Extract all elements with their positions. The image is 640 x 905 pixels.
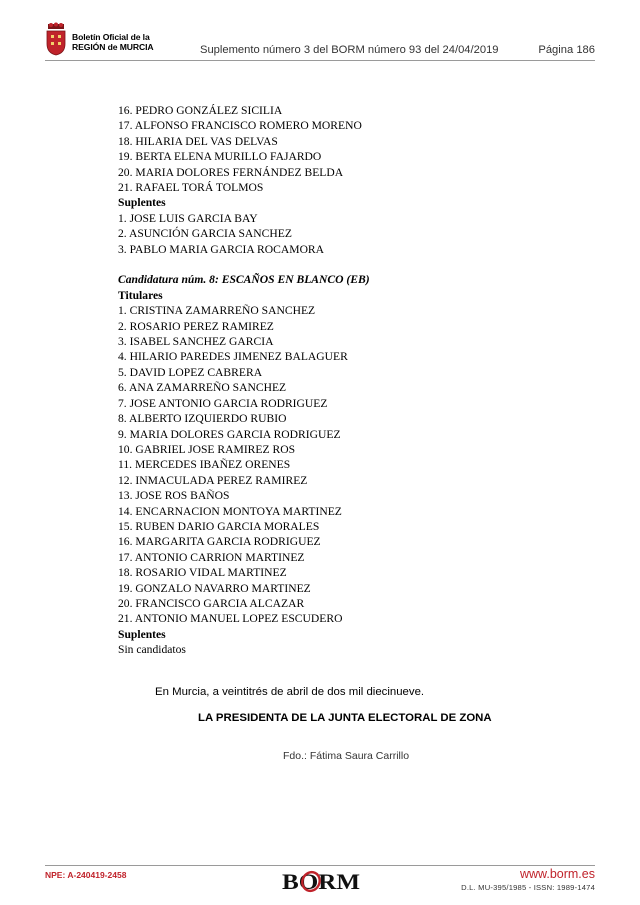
sin-candidatos-text: Sin candidatos xyxy=(118,643,186,657)
npe-code: NPE: A-240419-2458 xyxy=(45,870,127,880)
suplentes-heading: Suplentes xyxy=(118,627,166,641)
document-body xyxy=(118,103,558,658)
firma-nombre: Fdo.: Fátima Saura Carrillo xyxy=(283,750,410,762)
list-item: 19. GONZALO NAVARRO MARTINEZ xyxy=(118,581,311,595)
list-item: 11. MERCEDES IBAÑEZ ORENES xyxy=(118,458,291,472)
list-item: 2. ASUNCIÓN GARCIA SANCHEZ xyxy=(118,227,292,241)
borm-logo-icon xyxy=(282,868,362,894)
list-item: 18. HILARIA DEL VAS DELVAS xyxy=(118,134,278,148)
list-item: 20. MARIA DOLORES FERNÁNDEZ BELDA xyxy=(118,165,344,179)
titulares-heading: Titulares xyxy=(118,288,163,302)
borm-logo-text: BORM xyxy=(282,869,361,894)
murcia-coat-of-arms-icon xyxy=(45,22,67,56)
list-item: 9. MARIA DOLORES GARCIA RODRIGUEZ xyxy=(118,427,341,441)
borm-website-link[interactable]: www.borm.es xyxy=(519,867,595,881)
list-item: 16. MARGARITA GARCIA RODRIGUEZ xyxy=(118,535,321,549)
list-item: 15. RUBEN DARIO GARCIA MORALES xyxy=(118,519,320,533)
list-item: 21. RAFAEL TORÁ TOLMOS xyxy=(118,181,264,195)
list-item: 19. BERTA ELENA MURILLO FAJARDO xyxy=(118,150,322,164)
page-number: Página 186 xyxy=(538,44,595,56)
cargo-firmante: LA PRESIDENTA DE LA JUNTA ELECTORAL DE ZONA xyxy=(198,712,492,724)
list-item: 12. INMACULADA PEREZ RAMIREZ xyxy=(118,473,308,487)
list-item: 1. JOSE LUIS GARCIA BAY xyxy=(118,211,258,225)
list-item: 6. ANA ZAMARREÑO SANCHEZ xyxy=(118,381,287,395)
suplemento-info: Suplemento número 3 del BORM número 93 del 24/04/2019 xyxy=(200,44,499,56)
list-item: 13. JOSE ROS BAÑOS xyxy=(118,489,230,503)
list-item: 5. DAVID LOPEZ CABRERA xyxy=(118,365,263,379)
list-item: 1. CRISTINA ZAMARREÑO SANCHEZ xyxy=(118,304,316,318)
list-item: 2. ROSARIO PEREZ RAMIREZ xyxy=(118,319,274,333)
list-item: 3. ISABEL SANCHEZ GARCIA xyxy=(118,335,274,349)
header-divider xyxy=(45,60,595,61)
legal-deposit-issn: D.L. MU-395/1985 - ISSN: 1989-1474 xyxy=(461,883,595,892)
logo-line-1: Boletín Oficial de la xyxy=(72,32,150,42)
page-header xyxy=(0,0,640,70)
suplentes-heading: Suplentes xyxy=(118,196,166,210)
list-item: 4. HILARIO PAREDES JIMENEZ BALAGUER xyxy=(118,350,348,364)
list-item: 10. GABRIEL JOSE RAMIREZ ROS xyxy=(118,442,296,456)
list-item: 16. PEDRO GONZÁLEZ SICILIA xyxy=(118,104,283,117)
list-item: 18. ROSARIO VIDAL MARTINEZ xyxy=(118,566,287,580)
candidatura-heading: Candidatura núm. 8: ESCAÑOS EN BLANCO (EB) xyxy=(118,273,370,287)
boletin-logo-text xyxy=(72,33,153,52)
list-item: 7. JOSE ANTONIO GARCIA RODRIGUEZ xyxy=(118,396,328,410)
list-item: 8. ALBERTO IZQUIERDO RUBIO xyxy=(118,412,287,426)
list-item: 3. PABLO MARIA GARCIA ROCAMORA xyxy=(118,242,325,256)
lugar-fecha: En Murcia, a veintitrés de abril de dos mil diecinueve. xyxy=(155,686,425,698)
logo-line-2: REGIÓN de MURCIA xyxy=(72,41,154,52)
list-item: 21. ANTONIO MANUEL LOPEZ ESCUDERO xyxy=(118,612,343,626)
list-item: 20. FRANCISCO GARCIA ALCAZAR xyxy=(118,596,305,610)
list-item: 17. ALFONSO FRANCISCO ROMERO MORENO xyxy=(118,119,362,133)
list-item: 14. ENCARNACION MONTOYA MARTINEZ xyxy=(118,504,342,518)
footer-divider xyxy=(45,865,595,866)
list-item: 17. ANTONIO CARRION MARTINEZ xyxy=(118,550,305,564)
